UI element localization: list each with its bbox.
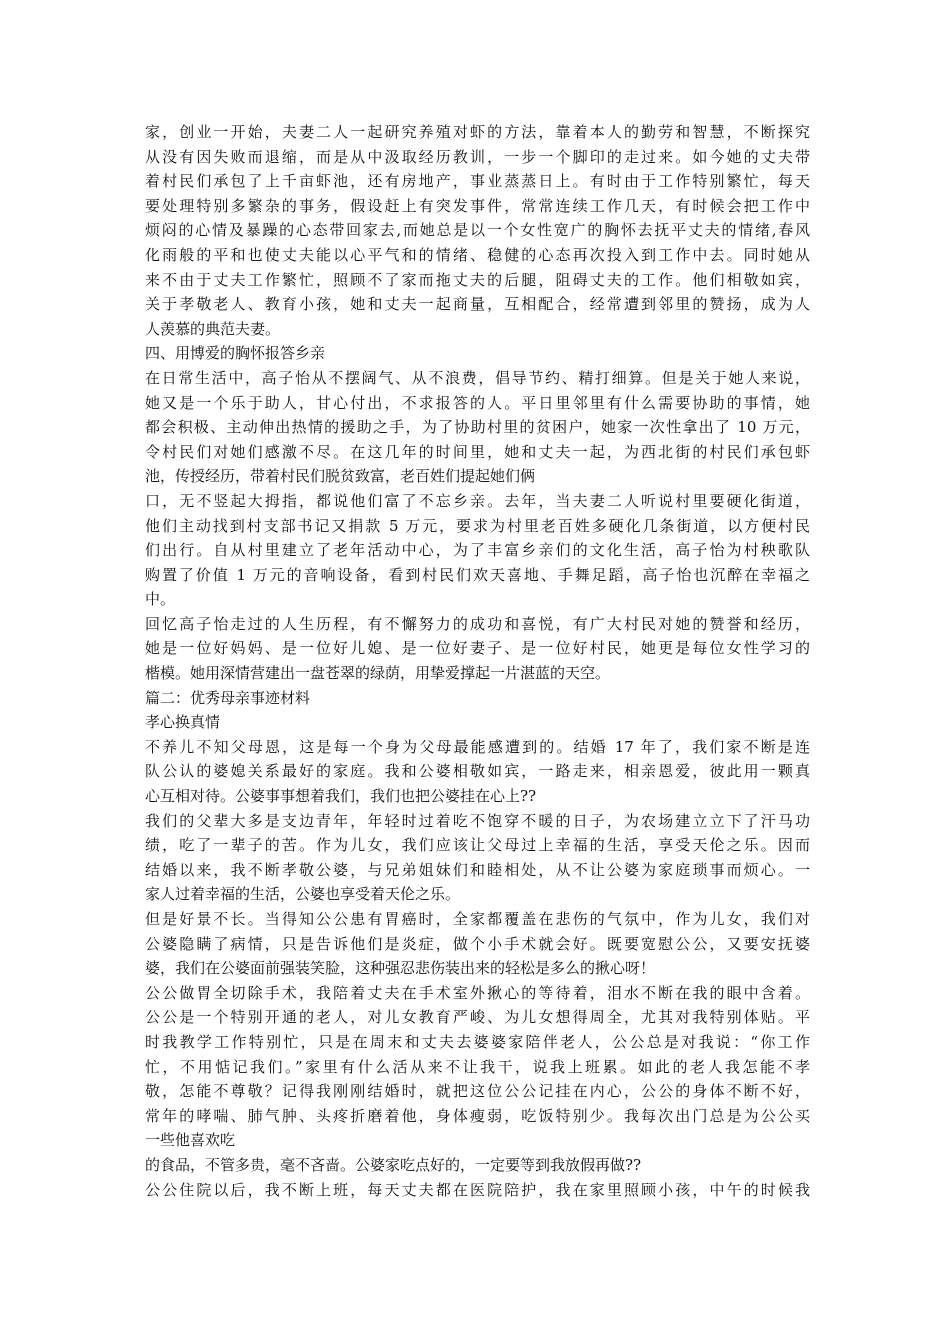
text-line: 楷模。她用深情营建出一盘苍翠的绿荫，用挚爱撑起一片湛蓝的天空。	[145, 664, 611, 683]
text-line: 他们主动找到村支部书记又捐款 5 万元，要求为村里老百姓多硬化几条街道，以方便村民	[145, 516, 810, 535]
text-line: 人羡慕的典范夫妻。	[145, 319, 281, 338]
text-line: 但是好景不长。当得知公公患有胃癌时，全家都覆盖在悲伤的气氛中，作为儿女，我们对	[145, 910, 810, 928]
section-heading: 四、用博爱的胸怀报答乡亲	[145, 344, 326, 363]
text-line: 敬，怎能不尊敬？记得我刚刚结婚时，就把这位公公记挂在内心，公公的身体不断不好，	[145, 1082, 810, 1101]
text-line: 她又是一个乐于助人，甘心付出，不求报答的人。平日里邻里有什么需要协助的事情，她	[145, 393, 810, 412]
text-line: 购置了价值 1 万元的音响设备，看到村民们欢天喜地、手舞足蹈，高子怡也沉醉在幸福之	[145, 565, 810, 584]
text-line: 在日常生活中，高子怡从不摆阔气、从不浪费，倡导节约、精打细算。但是关于她人来说，	[145, 368, 810, 387]
text-line: 不养儿不知父母恩，这是每一个身为父母最能感遭到的。结婚 17 年了，我们家不断是连	[145, 737, 810, 756]
text-line: 回忆高子怡走过的人生历程，有不懈努力的成功和喜悦，有广大村民对她的赞誉和经历，	[145, 614, 810, 633]
text-line: 都会积极、主动伸出热情的援助之手，为了协助村里的贫困户，她家一次性拿出了 10 万元，	[145, 418, 810, 437]
text-line: 们出行。自从村里建立了老年活动中心，为了丰富乡亲们的文化生活，高子怡为村秧歌队	[145, 541, 810, 560]
text-line: 池，传授经历，带着村民们脱贫致富，老百姓们提起她们俩	[145, 467, 536, 486]
text-line: 忙，不用惦记我们。”家里有什么活从来不让我干，说我上班累。如此的老人我怎能不孝	[145, 1057, 810, 1076]
text-line: 口，无不竖起大拇指，都说他们富了不忘乡亲。去年，当夫妻二人听说村里要硬化街道，	[145, 491, 810, 510]
text-line: 的食品，不管多贵，毫不吝啬。公婆家吃点好的，一定要等到我放假再做??	[145, 1155, 642, 1174]
text-line: 烦闷的心情及暴躁的心态带回家去,而她总是以一个女性宽广的胸怀去抚平丈夫的情绪,春风	[145, 221, 810, 240]
text-line: 公公是一个特别开通的老人，对儿女教育严峻、为儿女想得周全，尤其对我特别体贴。平	[145, 1008, 810, 1027]
text-line: 婆，我们在公婆面前强装笑脸，这种强忍悲伤装出来的轻松是多么的揪心呀！	[145, 959, 656, 978]
text-line: 一些他喜欢吃	[145, 1131, 236, 1150]
section-heading: 孝心换真情	[145, 713, 221, 732]
document-body	[145, 120, 810, 1202]
text-line: 绩，吃了一辈子的苦。作为儿女，我们应该让父母过上幸福的生活，享受天伦之乐。因而	[145, 836, 810, 855]
text-line: 着村民们承包了上千亩虾池，还有房地产，事业蒸蒸日上。有时由于工作特别繁忙，每天	[145, 172, 810, 191]
article-title: 篇二：优秀母亲事迹材料	[145, 688, 311, 707]
text-line: 家人过着幸福的生活，公婆也享受着天伦之乐。	[145, 885, 461, 904]
text-line: 公公住院以后，我不断上班，每天丈夫都在医院陪护，我在家里照顾小孩，中午的时候我	[145, 1180, 810, 1199]
text-line: 化雨般的平和也使丈夫能以心平气和的情绪、稳健的心态再次投入到工作中去。同时她从	[145, 245, 810, 264]
text-line: 常年的哮喘、肺气肿、头疼折磨着他，身体瘦弱，吃饭特别少。我每次出门总是为公公买	[145, 1106, 810, 1125]
text-line: 心互相对待。公婆事事想着我们，我们也把公婆挂在心上??	[145, 787, 537, 806]
text-line: 结婚以来，我不断孝敬公婆，与兄弟姐妹们和睦相处，从不让公婆为家庭琐事而烦心。一	[145, 860, 810, 879]
text-line: 时我教学工作特别忙，只是在周末和丈夫去婆婆家陪伴老人，公公总是对我说：“你工作	[145, 1032, 810, 1051]
text-line: 公婆隐瞒了病情，只是告诉他们是炎症，做个小手术就会好。既要宽慰公公，又要安抚婆	[145, 934, 810, 953]
text-line: 中。	[145, 590, 176, 609]
text-line: 令村民们对她们感激不尽。在这几年的时间里，她和丈夫一起，为西北街的村民们承包虾	[145, 442, 810, 461]
text-line: 从没有因失败而退缩，而是从中汲取经历教训，一步一个脚印的走过来。如今她的丈夫带	[145, 147, 810, 166]
text-line: 家，创业一开始，夫妻二人一起研究养殖对虾的方法，靠着本人的勤劳和智慧，不断探究	[145, 123, 810, 141]
text-line: 她是一位好妈妈、是一位好儿媳、是一位好妻子、是一位好村民，她更是每位女性学习的	[145, 639, 810, 658]
text-line: 来不由于丈夫工作繁忙，照顾不了家而拖丈夫的后腿，阻碍丈夫的工作。他们相敬如宾，	[145, 270, 810, 289]
text-line: 要处理特别多繁杂的事务，假设赶上有突发事件，常常连续工作几天，有时候会把工作中	[145, 196, 810, 215]
text-line: 队公认的婆媳关系最好的家庭。我和公婆相敬如宾，一路走来，相亲恩爱，彼此用一颗真	[145, 762, 810, 781]
text-line: 公公做胃全切除手术，我陪着丈夫在手术室外揪心的等待着，泪水不断在我的眼中含着。	[145, 983, 810, 1002]
text-line: 关于孝敬老人、教育小孩，她和丈夫一起商量，互相配合，经常遭到邻里的赞扬，成为人	[145, 295, 810, 314]
text-line: 我们的父辈大多是支边青年，年轻时过着吃不饱穿不暖的日子，为农场建立立下了汗马功	[145, 811, 810, 830]
